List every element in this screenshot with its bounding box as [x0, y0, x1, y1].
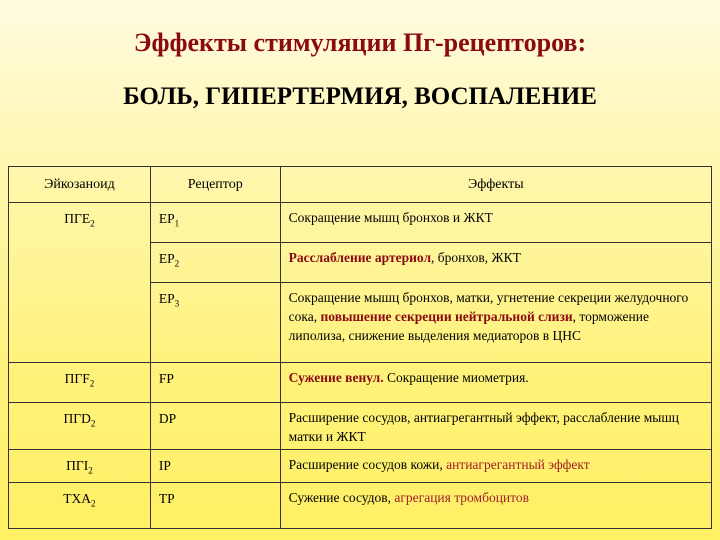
- page-subtitle: БОЛЬ, ГИПЕРТЕРМИЯ, ВОСПАЛЕНИЕ: [123, 83, 597, 110]
- page-title: Эффекты стимуляции Пг-рецепторов:: [133, 28, 587, 57]
- effect-cell: [280, 450, 711, 483]
- effect-text: Сужение сосудов,: [288, 489, 395, 505]
- receptor-name: FP: [158, 371, 174, 386]
- effect-text: Расширение сосудов кожи,: [288, 457, 447, 472]
- effect-cell: [280, 243, 711, 283]
- receptor-name: TP: [158, 490, 175, 506]
- effect-text: Расширение сосудов, антиагрегантный эффект, расслабление мышц матки и ЖКТ: [288, 410, 679, 444]
- eicosanoid-name: ТХА: [63, 490, 92, 506]
- effects-table: [8, 166, 712, 529]
- effect-cell: [280, 283, 711, 363]
- effect-cell: [280, 482, 711, 528]
- effect-cell: [280, 403, 711, 450]
- receptor-name: EP: [158, 291, 175, 306]
- effect-highlight: Сужение венул.: [288, 370, 384, 385]
- eicosanoid-subscript: 2: [91, 498, 96, 509]
- eicosanoid-cell: [9, 403, 151, 450]
- receptor-cell: [150, 450, 280, 483]
- eicosanoid-subscript: 2: [89, 378, 95, 389]
- effect-text: Сокращение миометрия.: [383, 370, 529, 385]
- effect-highlight: повышение секреции нейтральной слизи: [320, 309, 573, 324]
- header-receptor: Рецептор: [150, 167, 280, 203]
- eicosanoid-subscript: 2: [90, 418, 96, 429]
- eicosanoid-subscript: 2: [88, 465, 93, 476]
- receptor-name: EP: [158, 251, 175, 266]
- receptor-cell: [150, 403, 280, 450]
- effect-text: Сокращение мышц бронхов и ЖКТ: [288, 210, 493, 225]
- effect-cell: [280, 203, 711, 243]
- table-row: [9, 363, 712, 403]
- table-row: [9, 482, 712, 528]
- eicosanoid-cell: [9, 363, 151, 403]
- eicosanoid-cell: [9, 450, 151, 483]
- receptor-cell: [150, 482, 280, 528]
- eicosanoid-name: ПГD: [63, 411, 91, 426]
- eicosanoid-name: ПГЕ: [64, 211, 91, 226]
- receptor-name: IP: [158, 458, 171, 473]
- eicosanoid-cell: [9, 482, 151, 528]
- effect-text: , бронхов, ЖКТ: [431, 250, 521, 265]
- header-effects: Эффекты: [280, 167, 711, 203]
- receptor-cell: [150, 283, 280, 363]
- table-body: [9, 203, 712, 529]
- table-row: [9, 403, 712, 450]
- receptor-subscript: 3: [174, 298, 180, 309]
- table-header-row: [9, 167, 712, 203]
- header-eicosanoid: Эйкозаноид: [9, 167, 151, 203]
- eicosanoid-name: ПГF: [64, 371, 90, 386]
- receptor-name: EP: [158, 211, 175, 226]
- receptor-name: DP: [158, 411, 177, 426]
- table-row: [9, 450, 712, 483]
- effect-text: , торможение липолиза, снижение выделения медиаторов в ЦНС: [288, 309, 649, 343]
- effect-highlight: Расслабление артериол: [288, 250, 432, 265]
- receptor-cell: [150, 243, 280, 283]
- effect-highlight: антиагрегантный эффект: [446, 457, 590, 472]
- receptor-cell: [150, 363, 280, 403]
- receptor-subscript: 2: [174, 258, 180, 269]
- effect-text: Сокращение мышц бронхов, матки, угнетение секреции желудочного сока,: [288, 290, 689, 324]
- eicosanoid-name: ПГI: [66, 458, 89, 473]
- receptor-cell: [150, 203, 280, 243]
- eicosanoid-subscript: 2: [90, 218, 95, 229]
- eicosanoid-cell: [9, 203, 151, 363]
- effect-highlight: агрегация тромбоцитов: [394, 489, 530, 505]
- effect-cell: [280, 363, 711, 403]
- receptor-subscript: 1: [174, 218, 180, 229]
- table-row: [9, 203, 712, 243]
